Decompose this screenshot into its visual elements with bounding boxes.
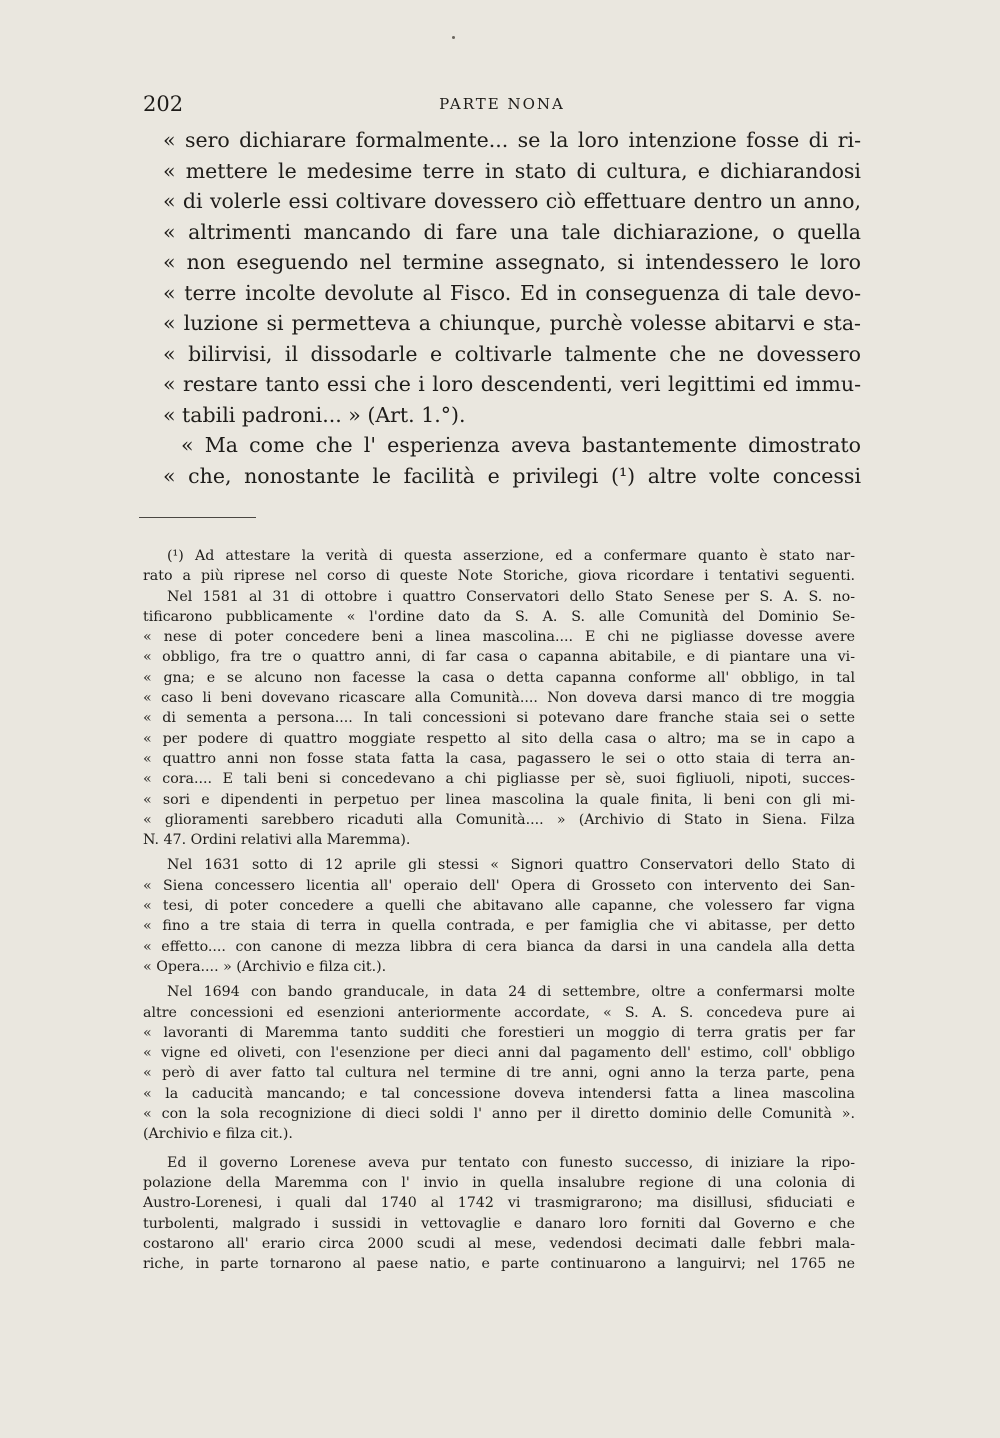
main-text — [143, 125, 861, 491]
main-line: « tabili padroni... » (Art. 1.°). — [163, 402, 466, 427]
footnote-line: altre concessioni ed esenzioni anteriormente accordate, « S. A. S. concedeva pure ai — [143, 1004, 855, 1021]
footnote-line: « sori e dipendenti in perpetuo per linea mascolina la quale finita, li beni con gli mi- — [143, 791, 855, 808]
footnote-line: « con la sola recognizione di dieci soldi l' anno per il diretto dominio delle Comunità ». — [143, 1106, 855, 1123]
footnote-line: Nel 1581 al 31 di ottobre i quattro Conservatori dello Stato Senese per S. A. S. no- — [167, 588, 855, 605]
footnote-line: polazione della Maremma con l' invio in quella insalubre regione di una colonia di — [143, 1174, 855, 1191]
footnote-line: N. 47. Ordini relativi alla Maremma). — [143, 832, 411, 849]
footnote-line: (Archivio e filza cit.). — [143, 1126, 293, 1143]
footnote-line: turbolenti, malgrado i sussidi in vettovaglie e danaro loro forniti dal Governo e che — [143, 1215, 855, 1232]
page-number: 202 — [143, 92, 184, 116]
footnote-line: costarono all' erario circa 2000 scudi al mese, vedendosi decimati dalle febbri mala- — [143, 1235, 855, 1252]
page-header — [143, 92, 861, 118]
main-line: « altrimenti mancando di fare una tale dichiarazione, o quella — [163, 219, 861, 244]
footnote-line: « tesi, di poter concedere a quelli che abitavano alle capanne, che volessero far vigna — [143, 898, 855, 915]
footnote-line: « obbligo, fra tre o quattro anni, di far casa o capanna abitabile, e di piantare una vi- — [143, 649, 855, 666]
footnote-line: « caso li beni dovevano ricascare alla Comunità.... Non doveva darsi manco di tre moggia — [143, 690, 855, 707]
footnote-line: Nel 1631 sotto di 12 aprile gli stessi « Signori quattro Conservatori dello Stato di — [167, 857, 855, 874]
footnote-line: Austro-Lorenesi, i quali dal 1740 al 1742 vi trasmigrarono; ma disillusi, sfiduciati e — [143, 1195, 855, 1212]
running-head: PARTE NONA — [439, 95, 565, 113]
footnote-line: « la caducità mancando; e tal concessione doveva intendersi fatta a linea mascolina — [143, 1085, 855, 1102]
main-line: « mettere le medesime terre in stato di cultura, e dichiarandosi — [163, 158, 861, 183]
main-line: « di volerle essi coltivare dovessero ciò effettuare dentro un anno, — [163, 189, 861, 213]
main-line: « che, nonostante le facilità e privilegi (¹) altre volte concessi — [163, 463, 861, 488]
footnote-line: « quattro anni non fosse stata fatta la casa, pagassero le sei o otto staia di terra an- — [143, 750, 855, 767]
main-line: « luzione si permetteva a chiunque, purchè volesse abitarvi e sta- — [163, 311, 861, 335]
footnotes — [143, 546, 855, 1274]
main-line: « Ma come che l' esperienza aveva bastantemente dimostrato — [181, 433, 861, 457]
footnote-line: « però di aver fatto tal cultura nel termine di tre anni, ogni anno la terza parte, pena — [143, 1065, 855, 1082]
footnote-line: « Siena concessero licentia all' operaio dell' Opera di Grosseto con intervento dei San- — [143, 877, 855, 894]
footnote-line: « di sementa a persona.... In tali concessioni si potevano dare franche staia sei o sette — [143, 710, 855, 727]
main-line: « terre incolte devolute al Fisco. Ed in conseguenza di tale devo- — [163, 280, 861, 305]
footnote-line: « per podere di quattro moggiate respetto al sito della casa o altro; ma se in capo a — [143, 730, 855, 747]
main-line: « non eseguendo nel termine assegnato, si intendessero le loro — [163, 250, 861, 274]
footnote-line: Ed il governo Lorenese aveva pur tentato con funesto successo, di iniziare la ripo- — [167, 1154, 855, 1171]
footnote-line: « Opera.... » (Archivio e filza cit.). — [143, 958, 387, 975]
footnote-line: « nese di poter concedere beni a linea mascolina.... E chi ne pigliasse dovesse avere — [143, 629, 855, 646]
footnote-line: « glioramenti sarebbero ricaduti alla Comunità.... » (Archivio di Stato in Siena. Filza — [143, 811, 855, 828]
main-line: « bilirvisi, il dissodarle e coltivarle talmente che ne dovessero — [163, 341, 861, 366]
footnote-line: « vigne ed oliveti, con l'esenzione per dieci anni dal pagamento dell' estimo, coll' obbligo — [143, 1045, 855, 1062]
footnote-line: (¹) Ad attestare la verità di questa asserzione, ed a confermare quanto è stato nar- — [167, 548, 855, 564]
footnote-line: Nel 1694 con bando granducale, in data 24 di settembre, oltre a confermarsi molte — [167, 984, 855, 1001]
footnote-line: « lavoranti di Maremma tanto sudditi che forestieri un moggio di terra gratis per far — [143, 1024, 855, 1041]
footnote-line: « effetto.... con canone di mezza libbra di cera bianca da darsi in una candela alla detta — [143, 938, 855, 955]
footnote-line: « fino a tre staia di terra in quella contrada, e per famiglia che vi abitasse, per detto — [143, 918, 855, 935]
footnote-line: « gna; e se alcuno non facesse la casa o detta capanna conforme all' obbligo, in tal — [143, 669, 855, 686]
ink-speck — [452, 36, 455, 39]
main-line: « sero dichiarare formalmente... se la loro intenzione fosse di ri- — [163, 128, 861, 152]
footnote-line: tificarono pubblicamente « l'ordine dato da S. A. S. alle Comunità del Dominio Se- — [143, 608, 855, 625]
footnote-line: « cora.... E tali beni si concedevano a chi pigliasse per sè, suoi figliuoli, nipoti, succes- — [143, 771, 855, 788]
footnote-line: rato a più riprese nel corso di queste Note Storiche, giova ricordare i tentativi seguenti. — [143, 568, 855, 585]
footnote-divider — [139, 517, 256, 518]
main-line: « restare tanto essi che i loro descendenti, veri legittimi ed immu- — [163, 372, 861, 396]
footnote-line: riche, in parte tornarono al paese natio, e parte continuarono a languirvi; nel 1765 ne — [143, 1256, 855, 1273]
